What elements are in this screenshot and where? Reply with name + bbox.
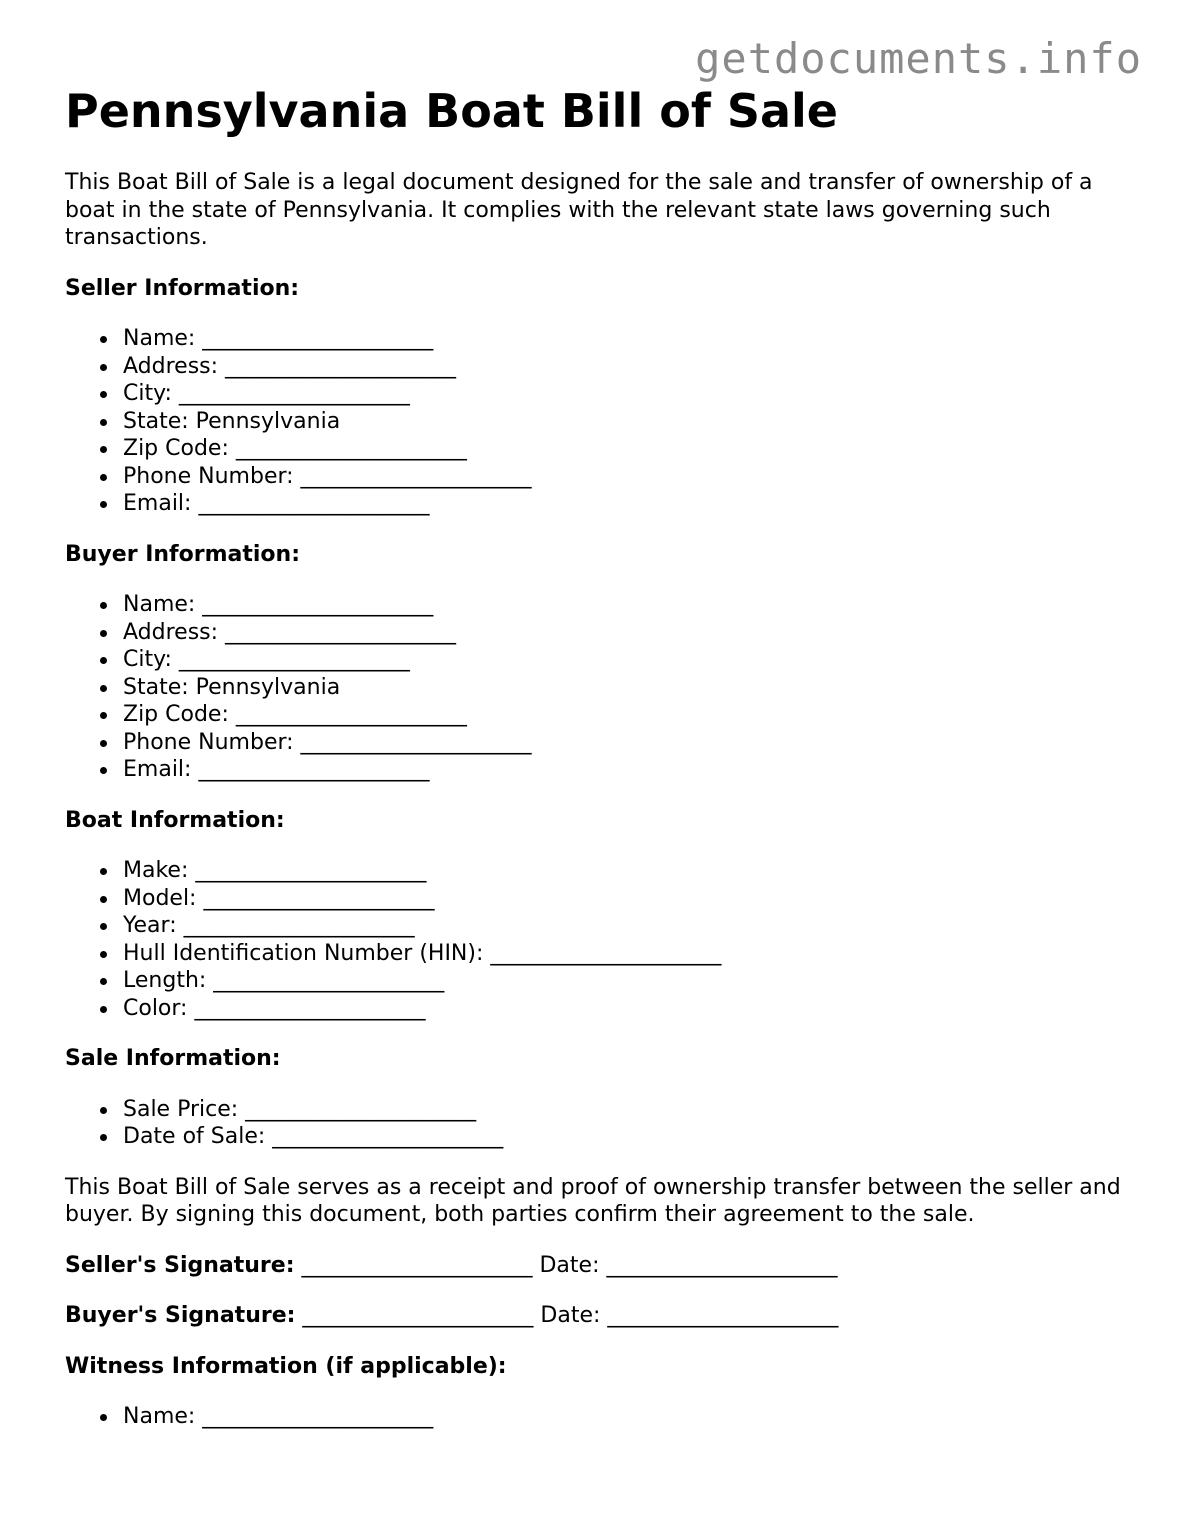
boat-hin-field: Hull Identification Number (HIN): _____________________ bbox=[123, 940, 1125, 968]
document-title: Pennsylvania Boat Bill of Sale bbox=[65, 84, 838, 138]
seller-state-field: State: Pennsylvania bbox=[123, 408, 1125, 436]
boat-year-field: Year: _____________________ bbox=[123, 912, 1125, 940]
seller-name-field: Name: _____________________ bbox=[123, 325, 1125, 353]
seller-zip-field: Zip Code: _____________________ bbox=[123, 435, 1125, 463]
boat-make-field: Make: _____________________ bbox=[123, 857, 1125, 885]
buyer-field-list bbox=[65, 591, 1125, 784]
buyer-section-heading: Buyer Information: bbox=[65, 541, 300, 567]
boat-model-field: Model: _____________________ bbox=[123, 885, 1125, 913]
witness-section-heading: Witness Information (if applicable): bbox=[65, 1353, 507, 1379]
watermark: getdocuments.info bbox=[695, 34, 1142, 83]
seller-signature-line bbox=[65, 1252, 1125, 1280]
seller-email-field: Email: _____________________ bbox=[123, 490, 1125, 518]
boat-color-field: Color: _____________________ bbox=[123, 995, 1125, 1023]
buyer-signature-blanks: _____________________ Date: _____________________ bbox=[295, 1303, 839, 1328]
seller-signature-label: Seller's Signature: bbox=[65, 1252, 295, 1278]
intro-paragraph: This Boat Bill of Sale is a legal document designed for the sale and transfer of ownership of a boat in the state of Pennsylvania. It complies with the relevant state laws governing such transactions. bbox=[65, 170, 1093, 250]
sale-date-field: Date of Sale: _____________________ bbox=[123, 1123, 1125, 1151]
witness-field-list bbox=[65, 1403, 1125, 1431]
boat-length-field: Length: _____________________ bbox=[123, 967, 1125, 995]
boat-section-heading: Boat Information: bbox=[65, 807, 285, 833]
buyer-city-field: City: _____________________ bbox=[123, 646, 1125, 674]
seller-section-heading: Seller Information: bbox=[65, 275, 300, 301]
document-page bbox=[65, 83, 1125, 1454]
seller-city-field: City: _____________________ bbox=[123, 380, 1125, 408]
sale-field-list bbox=[65, 1096, 1125, 1151]
sale-price-field: Sale Price: _____________________ bbox=[123, 1096, 1125, 1124]
buyer-signature-label: Buyer's Signature: bbox=[65, 1303, 296, 1328]
buyer-name-field: Name: _____________________ bbox=[123, 591, 1125, 619]
seller-field-list bbox=[65, 325, 1125, 518]
seller-phone-field: Phone Number: _____________________ bbox=[123, 463, 1125, 491]
sale-section-heading: Sale Information: bbox=[65, 1046, 281, 1071]
witness-name-field: Name: _____________________ bbox=[123, 1403, 1125, 1431]
buyer-email-field: Email: _____________________ bbox=[123, 756, 1125, 784]
closing-paragraph: This Boat Bill of Sale serves as a receipt and proof of ownership transfer between the seller and buyer. By signing this document, both parties confirm their agreement to the sale. bbox=[65, 1174, 1121, 1227]
buyer-state-field: State: Pennsylvania bbox=[123, 674, 1125, 702]
buyer-phone-field: Phone Number: _____________________ bbox=[123, 729, 1125, 757]
seller-signature-blanks: _____________________ Date: _____________________ bbox=[294, 1252, 838, 1278]
seller-address-field: Address: _____________________ bbox=[123, 353, 1125, 381]
buyer-address-field: Address: _____________________ bbox=[123, 619, 1125, 647]
buyer-zip-field: Zip Code: _____________________ bbox=[123, 701, 1125, 729]
boat-field-list bbox=[65, 857, 1125, 1022]
buyer-signature-line bbox=[65, 1302, 1125, 1330]
